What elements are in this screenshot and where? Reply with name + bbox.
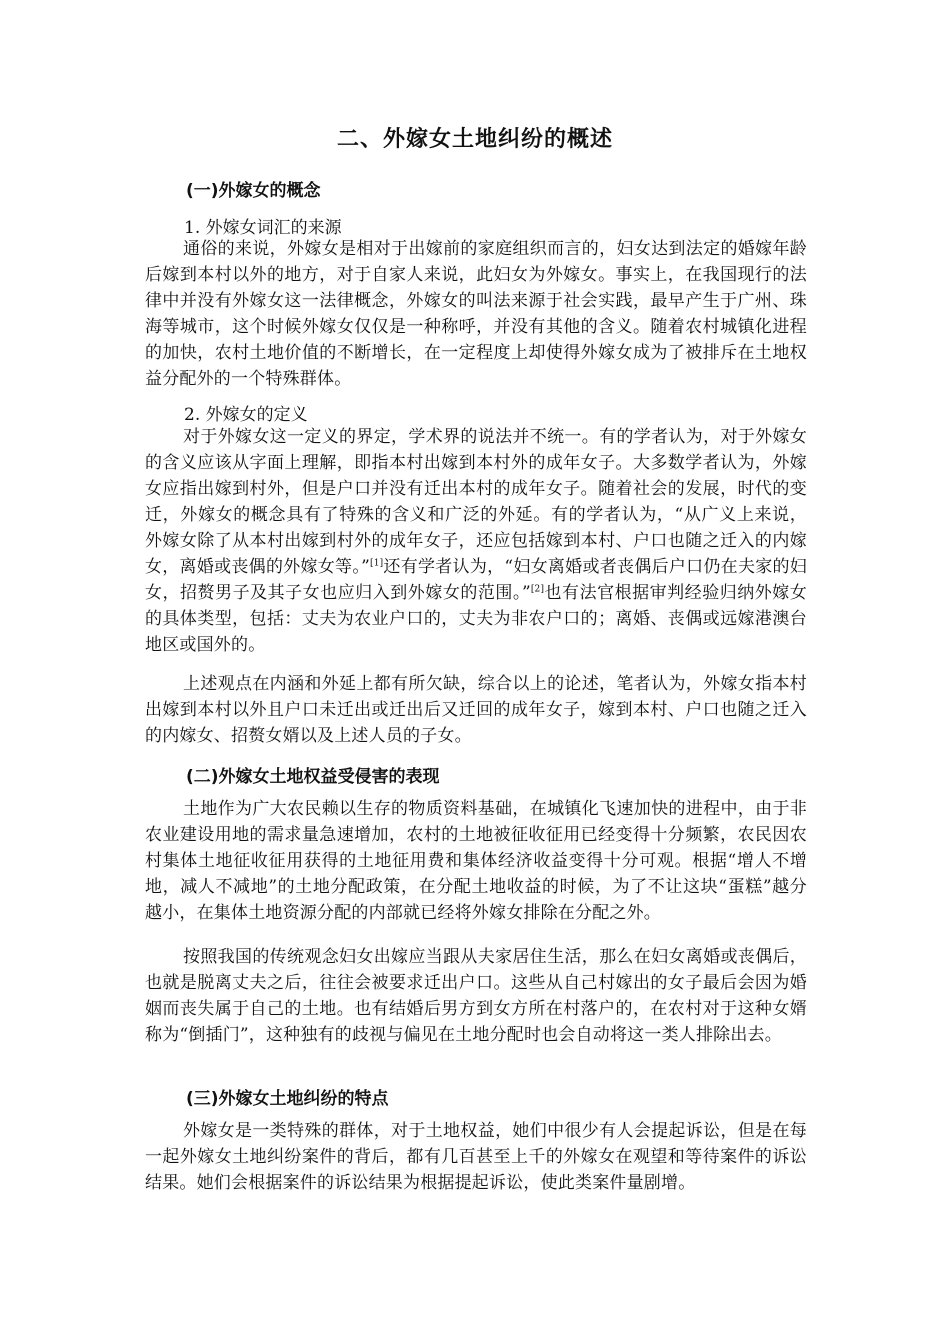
definition-text-b: 还有学者认为，“妇女离婚或者丧偶后户口仍在夫家的妇女，招赘男子及其子女也应归入到外嫁女的范围。” [145, 557, 807, 603]
paragraph-tradition: 按照我国的传统观念妇女出嫁应当跟从夫家居住生活，那么在妇女离婚或丧偶后，也就是脱离丈夫之后，往往会被要求迁出户口。这些从自己村嫁出的女子最后会因为婚姻而丧失属于自己的土地。也有结婚后男方到女方所在村落户的，在农村对于这种女婿称为“倒插门”，这种独有的歧视与偏见在土地分配时也会自动将这一类人排除出去。 [145, 947, 807, 1045]
paragraph-author-view: 上述观点在内涵和外延上都有所欠缺，综合以上的论述，笔者认为，外嫁女指本村出嫁到本村以外且户口未迁出或迁出后又迁回的成年女子，嫁到本村、户口也随之迁入的内嫁女、招赘女婿以及上述人员的子女。 [145, 674, 807, 746]
citation-2: [2] [530, 584, 545, 595]
paragraph-definition [145, 424, 807, 658]
item-heading-1: 1. 外嫁女词汇的来源 [184, 218, 342, 238]
subsection-heading-1: (一)外嫁女的概念 [186, 181, 321, 201]
paragraph-land-basis: 土地作为广大农民赖以生存的物质资料基础，在城镇化飞速加快的进程中，由于非农业建设用地的需求量急速增加，农村的土地被征收征用已经变得十分频繁，农民因农村集体土地征收征用获得的土地征用费和集体经济收益变得十分可观。根据“增人不增地，减人不减地”的土地分配政策，在分配土地收益的时候，为了不让这块“蛋糕”越分越小，在集体土地资源分配的内部就已经将外嫁女排除在分配之外。 [145, 799, 807, 923]
paragraph-characteristics: 外嫁女是一类特殊的群体，对于土地权益，她们中很少有人会提起诉讼，但是在每一起外嫁女土地纠纷案件的背后，都有几百甚至上千的外嫁女在观望和等待案件的诉讼结果。她们会根据案件的诉讼结果为根据提起诉讼，使此类案件量剧增。 [145, 1121, 807, 1193]
paragraph-origin: 通俗的来说，外嫁女是相对于出嫁前的家庭组织而言的，妇女达到法定的婚嫁年龄后嫁到本村以外的地方，对于自家人来说，此妇女为外嫁女。事实上，在我国现行的法律中并没有外嫁女这一法律概念，外嫁女的叫法来源于社会实践，最早产生于广州、珠海等城市，这个时候外嫁女仅仅是一种称呼，并没有其他的含义。随着农村城镇化进程的加快，农村土地价值的不断增长，在一定程度上却使得外嫁女成为了被排斥在土地权益分配外的一个特殊群体。 [145, 239, 807, 389]
definition-text-a: 对于外嫁女这一定义的界定，学术界的说法并不统一。有的学者认为，对于外嫁女的含义应该从字面上理解，即指本村出嫁到本村外的成年女子。大多数学者认为，外嫁女应指出嫁到村外，但是户口并没有迁出本村的成年女子。随着社会的发展，时代的变迁，外嫁女的概念具有了特殊的含义和广泛的外延。有的学者认为，“从广义上来说，外嫁女除了从本村出嫁到村外的成年女子，还应包括嫁到本村、户口也随之迁入的内嫁女，离婚或丧偶的外嫁女等。” [145, 427, 807, 577]
item-heading-2: 2. 外嫁女的定义 [184, 405, 308, 425]
citation-1: [1] [370, 558, 384, 569]
subsection-heading-3: (三)外嫁女土地纠纷的特点 [186, 1089, 389, 1109]
subsection-heading-2: (二)外嫁女土地权益受侵害的表现 [186, 767, 440, 787]
definition-text-c: 也有法官根据审判经验归纳外嫁女的具体类型，包括：丈夫为农业户口的，丈夫为非农户口的；离婚、丧偶或远嫁港澳台地区或国外的。 [145, 583, 808, 655]
section-title: 二、外嫁女土地纠纷的概述 [336, 127, 613, 152]
